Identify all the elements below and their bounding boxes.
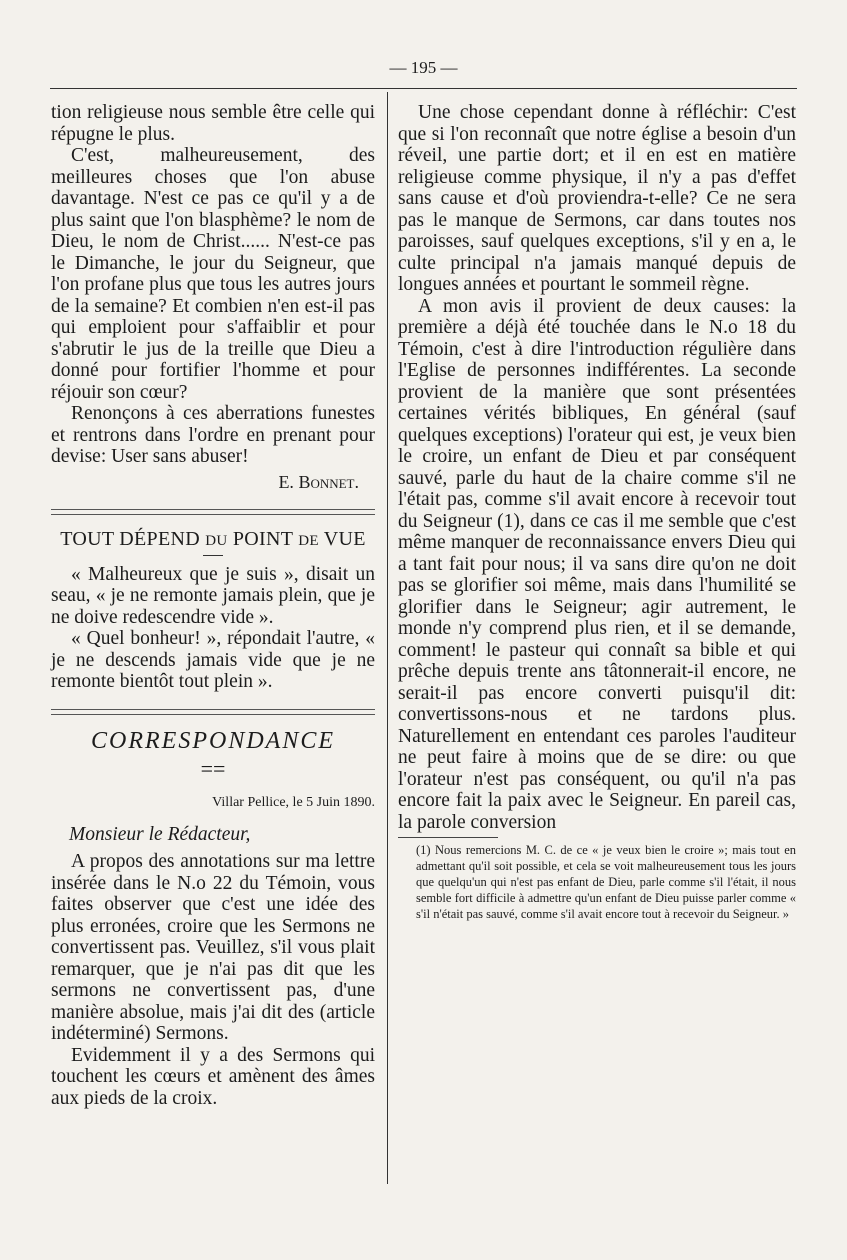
letter-paragraph: A propos des annotations sur ma lettre insérée dans le N.o 22 du Témoin, vous faites observer que c'est une idée des plus erronées, croire que les Sermons ne convertissent pas. Veuillez, s'il vous plait remarquer, que je n'ai pas dit que les sermons ne convertissent pas, d'une manière absolue, mais j'ai dit des (article indéterminé) Sermons. [51,851,375,1044]
title-dash [203,555,223,556]
letter-paragraph: Evidemment il y a des Sermons qui touchent les cœurs et amènent des âmes aux pieds de la croix. [51,1044,375,1109]
article-paragraph: tion religieuse nous semble être celle qui répugne le plus. [51,102,375,145]
title-ornament: == [200,756,226,781]
story-paragraph: « Malheureux que je suis », disait un seau, « je ne remonte jamais plein, que je ne doive redescendre vide ». [51,563,375,628]
article-paragraph: C'est, malheureusement, des meilleures choses que l'on abuse davantage. N'est ce pas ce qu'il y a de plus saint que l'on blasphème? le nom de Dieu, le nom de Christ...... N'est-ce pas le Dimanche, le jour du Seigneur, que l'on profane plus que tous les autres jours de la semaine? Et combien n'en est-il pas qui emploient pour s'affaiblir et pour s'abrutir le jus de la treille que Dieu a donné pour fortifier l'homme et pour réjouir son cœur? [51,145,375,403]
right-column [398,102,796,922]
footnote-rule [398,837,498,838]
article-paragraph: Renonçons à ces aberrations funestes et rentrons dans l'ordre en prenant pour devise: User sans abuser! [51,403,375,467]
column-divider [387,92,388,1184]
section-separator [51,509,375,515]
signature-initial: E. [278,471,299,492]
footnote-text: (1) Nous remercions M. C. de ce « je veux bien le croire »; mais tout en admettant qu'il soit possible, et cela se voit malheureusement tous les jours que quelqu'un qui n'est pas enfant de Dieu, parle comme s'il l'était, il nous semble fort difficile à admettre qu'un enfant de Dieu puisse parler comme « s'il n'était pas sauvé, comme s'il avait encore tout à recevoir du Seigneur. » [416,843,796,921]
article-signature [51,472,375,494]
signature-name: Bonnet. [298,471,359,492]
left-column [51,102,375,1109]
correspondence-title: CORRESPONDANCE [91,727,335,754]
letter-place-date: Villar Pellice, le 5 Juin 1890. [212,795,375,810]
section-separator [51,709,375,715]
page-number: — 195 — [389,58,458,77]
footnote [398,842,796,922]
letter-salutation: Monsieur le Rédacteur, [69,823,251,845]
header-rule [50,88,797,89]
letter-paragraph: A mon avis il provient de deux causes: la première a déjà été touchée dans le N.o 18 du Témoin, c'est à dire l'introduction régulière dans l'Eglise de personnes indifférentes. La seconde provient de la manière que sont présentées certaines vérités bibliques, En général (sauf quelques exceptions) l'orateur qui est, je veux bien le croire, un enfant de Dieu et par conséquent sauvé, parle du haut de la chaire comme s'il ne l'était pas, comme s'il avait encore à recevoir tout du Seigneur (1), dans ce cas il me semble que c'est même manquer de reconnaissance envers Dieu qui a tant fait pour nous; il va sans dire qu'on ne doit pas se glorifier soi même, mais dans l'humilité se glorifier dans le Seigneur; agir autrement, le monde n'y comprend plus rien, et il se demande, comment! le pasteur qui connaît sa bible et qui prêche depuis trente ans tâtonnerait-il encore, ne serait-il pas encore converti puisqu'il dit: convertissons-nous et ne tardons plus. Naturellement en entendant ces paroles l'auditeur ne peut faire à moins que de se dire: ou que l'orateur n'est pas conséquent, ou qu'il n'a pas encore fait la paix avec le Seigneur. En pareil cas, la parole conversion [398,295,796,833]
story-paragraph: « Quel bonheur! », répondait l'autre, « je ne descends jamais vide que je ne remonte bientôt tout plein ». [51,628,375,692]
story-title: TOUT DÉPEND DU POINT DE VUE [60,528,366,550]
letter-paragraph: Une chose cependant donne à réfléchir: C'est que si l'on reconnaît que notre église a besoin d'un réveil, une partie dort; et il en est en matière religieuse comme physique, il n'y a pas d'effet sans cause et d'où proviendra-t-elle? Ce ne sera pas le manque de Sermons, car dans toutes nos paroisses, sauf quelques exceptions, s'il y en a, le culte principal n'a jamais manqué depuis de longues années et pourtant le sommeil règne. [398,102,796,295]
